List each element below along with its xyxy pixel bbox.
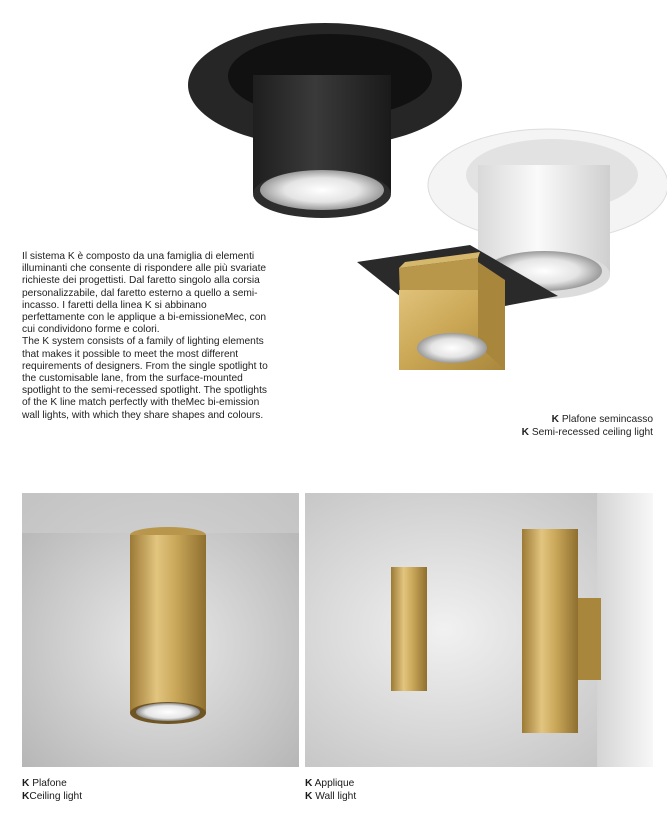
wall-caption-brand: K <box>305 778 313 789</box>
hero-caption-line1 <box>522 413 653 426</box>
ceiling-light-photo <box>22 493 299 767</box>
ceiling-caption-brand-2: K <box>22 791 30 802</box>
ceiling-caption-italian: Plafone <box>32 778 67 789</box>
intro-italian: Il sistema K è composto da una famiglia di elementi illuminanti che consente di rispondere alle più svariate richieste dei progettisti. Dal faretto singolo alla corsia personalizzabile, dal faretto esterno a quello a semi-incasso. I faretti della linea K si abbinano perfettamente con le applique a bi-emissioneMec, con cui condividono forme e colori. <box>22 251 267 336</box>
intro-english: The K system consists of a family of lighting elements that makes it possible to meet the most different requirements of designers. From the single spotlight to the customisable lane, from the surface-mounted spotlight to the semi-recessed spotlight. The spotlights of the K line match perfectly with theMec bi-emission wall lights, with which they share shapes and colours. <box>22 336 268 421</box>
wall-light-photo <box>305 493 653 767</box>
wall-caption-english: Wall light <box>315 791 357 802</box>
hero-caption-line2 <box>522 426 653 439</box>
wall-caption-italian: Applique <box>314 778 355 789</box>
black-spotlight <box>188 23 462 218</box>
ceiling-caption-line2 <box>22 790 82 803</box>
ceiling-caption-line1 <box>22 777 82 790</box>
hero-caption-english: Semi-recessed ceiling light <box>531 427 653 438</box>
wall-light-illustration <box>305 493 653 767</box>
wall-caption-line1 <box>305 777 356 790</box>
ceiling-caption-brand: K <box>22 778 30 789</box>
ceiling-caption-english: Ceiling light <box>29 791 83 802</box>
hero-caption-brand-2: K <box>521 427 529 438</box>
ceiling-light-illustration <box>22 493 299 767</box>
wall-light-caption <box>305 777 356 803</box>
hero-caption <box>522 413 653 439</box>
ceiling-light-caption <box>22 777 82 803</box>
intro-text <box>22 251 272 422</box>
wall-caption-brand-2: K <box>305 791 313 802</box>
wall-caption-line2 <box>305 790 356 803</box>
hero-caption-brand: K <box>551 414 559 425</box>
hero-caption-italian: Plafone semincasso <box>561 414 653 425</box>
